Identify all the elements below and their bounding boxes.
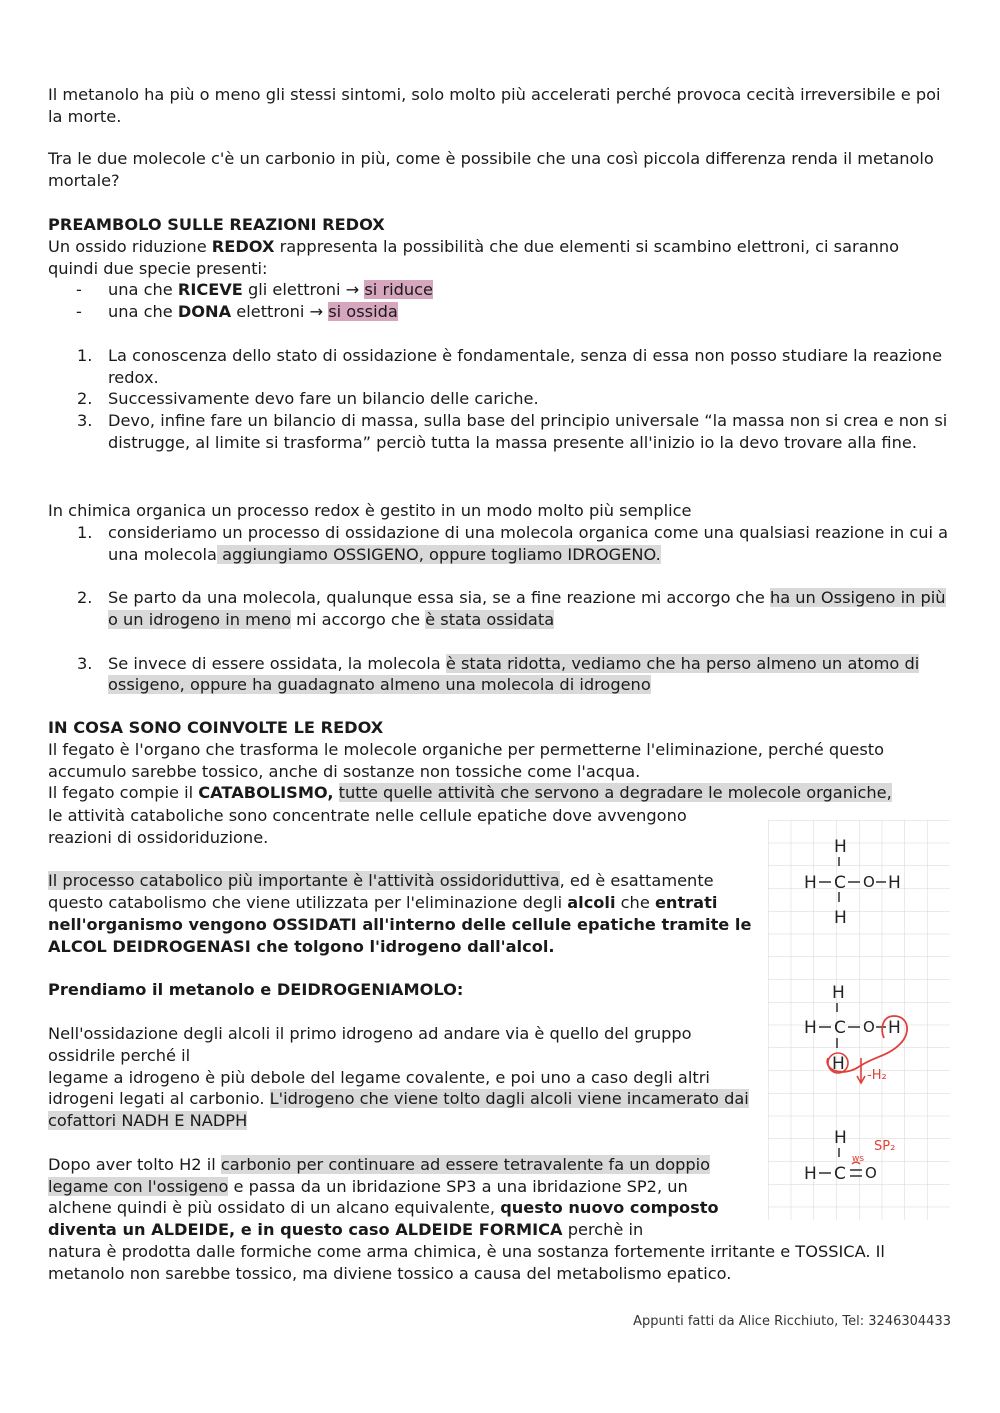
atom-label: O bbox=[865, 1164, 877, 1182]
redox-steps-list bbox=[48, 345, 953, 454]
redox-dash-list bbox=[48, 279, 953, 323]
list-item: 3. Se invece di essere ossidata, la molecola è stata ridotta, vediamo che ha perso almeno un atomo di ossigeno, oppure ha guadagnato almeno una molecola di idrogeno bbox=[77, 653, 920, 695]
atom-label: H bbox=[832, 1054, 845, 1074]
organic-intro: In chimica organica un processo redox è gestito in un modo molto più semplice bbox=[48, 501, 692, 520]
list-item: - una che DONA elettroni → si ossida bbox=[48, 301, 953, 323]
atom-label: H bbox=[804, 873, 817, 893]
atom-label: H bbox=[834, 908, 847, 928]
coinvolte-paragraph-4: Prendiamo il metanolo e DEIDROGENIAMOLO: bbox=[48, 980, 464, 1000]
minus-h2-label: -H₂ bbox=[867, 1068, 887, 1083]
atom-label: O bbox=[863, 1018, 875, 1036]
coinvolte-section bbox=[48, 717, 953, 804]
coinvolte-paragraph-1: Il fegato è l'organo che trasforma le molecole organiche per permetterne l'eliminazione, perché questo accumulo sarebbe tossico, anche di sostanze non tossiche come l'acqua. bbox=[48, 739, 885, 781]
atom-label: H bbox=[804, 1164, 817, 1184]
list-item: 1. La conoscenza dello stato di ossidazione è fondamentale, senza di essa non posso studiare la reazione redox. bbox=[77, 345, 943, 387]
intro-paragraph-2: Tra le due molecole c'è un carbonio in più, come è possibile che una così piccola differenza renda il metanolo mortale? bbox=[48, 149, 934, 190]
organic-list bbox=[48, 522, 953, 696]
coinvolte-paragraph-6-cont: natura è prodotta dalle formiche come arma chimica, è una sostanza fortemente irritante e TOSSICA. Il metanolo non sarebbe tossico, ma diviene tossico a causa del metabolismo epatico. bbox=[48, 1242, 885, 1283]
atom-label: H bbox=[834, 1128, 847, 1148]
atom-label: H bbox=[804, 1018, 817, 1038]
redox-section bbox=[48, 214, 953, 454]
list-item: 2. Successivamente devo fare un bilancio delle cariche. bbox=[77, 389, 539, 409]
intro-paragraph-1: Il metanolo ha più o meno gli stessi sintomi, solo molto più accelerati perché provoca cecità irreversibile e poi la morte. bbox=[48, 85, 941, 126]
list-item: - una che RICEVE gli elettroni → si riduce bbox=[48, 279, 953, 301]
highlight-si-ossida: si ossida bbox=[328, 302, 398, 322]
sp2-label: SP₂ bbox=[874, 1139, 896, 1154]
atom-label: C bbox=[834, 1018, 846, 1038]
atom-label: O bbox=[863, 873, 875, 891]
list-item: 1. consideriamo un processo di ossidazione di una molecola organica come una qualsiasi reazione in cui a una molecola aggiungiamo OSSIGENO, oppure togliamo IDROGENO. bbox=[77, 522, 949, 564]
atom-label: H bbox=[888, 873, 901, 893]
list-item: 3. Devo, infine fare un bilancio di massa, sulla base del principio universale “la massa non si crea e non si distrugge, al limite si trasforma” perciò tutta la massa presente all'inizio io la devo trovare alla fine. bbox=[77, 411, 948, 452]
red-small-note: ws bbox=[852, 1154, 865, 1164]
coinvolte-left-column bbox=[48, 805, 753, 1241]
atom-label: H bbox=[832, 983, 845, 1003]
coinvolte-paragraph-2-cont: le attività cataboliche sono concentrate nelle cellule epatiche dove avvengono reazioni di ossidoriduzione. bbox=[48, 806, 687, 847]
redox-intro: Un ossido riduzione REDOX rappresenta la possibilità che due elementi si scambino elettroni, ci saranno quindi due specie presenti: bbox=[48, 236, 900, 278]
organic-section bbox=[48, 500, 953, 696]
coinvolte-paragraph-5b: legame a idrogeno è più debole del legame covalente, e poi uno a caso degli altri idrogeni legati al carbonio. L'idrogeno che viene tolto dagli alcoli viene incamerato dai cofattori NADH E NADPH bbox=[48, 1067, 749, 1131]
atom-label: H bbox=[888, 1018, 901, 1038]
coinvolte-paragraph-5a: Nell'ossidazione degli alcoli il primo idrogeno ad andare via è quello del gruppo ossidrile perché il bbox=[48, 1023, 692, 1065]
atom-label: C bbox=[834, 873, 846, 893]
coinvolte-paragraph-3: Il processo catabolico più importante è l'attività ossidoriduttiva, ed è esattamente questo catabolismo che viene utilizzata per l'eliminazione degli alcoli che entrati nell'organismo vengono OSSIDATI all'interno delle cellule epatiche tramite le ALCOL DEIDROGENASI che tolgono l'idrogeno dall'alcol. bbox=[48, 871, 752, 956]
atom-label: H bbox=[834, 837, 847, 857]
methanol-oxidation-figure bbox=[768, 820, 950, 1220]
coinvolte-paragraph-2: Il fegato compie il CATABOLISMO, tutte quelle attività che servono a degradare le molecole organiche, bbox=[48, 783, 892, 803]
footer-credit: Appunti fatti da Alice Ricchiuto, Tel: 3246304433 bbox=[633, 1314, 951, 1329]
list-item: 2. Se parto da una molecola, qualunque essa sia, se a fine reazione mi accorgo che ha un Ossigeno in più o un idrogeno in meno mi accorgo che è stata ossidata bbox=[77, 588, 946, 629]
coinvolte-heading: IN COSA SONO COINVOLTE LE REDOX bbox=[48, 718, 384, 737]
redox-heading: PREAMBOLO SULLE REAZIONI REDOX bbox=[48, 215, 385, 234]
coinvolte-paragraph-6: Dopo aver tolto H2 il carbonio per continuare ad essere tetravalente fa un doppio legame con l'ossigeno e passa da un ibridazione SP3 a una ibridazione SP2, un alchene quindi è più ossidato di un alcano equivalente, questo nuovo composto diventa un ALDEIDE, e in questo caso ALDEIDE FORMICA perchè in bbox=[48, 1154, 719, 1240]
highlight-si-riduce: si riduce bbox=[364, 280, 433, 300]
atom-label: C bbox=[834, 1164, 846, 1184]
